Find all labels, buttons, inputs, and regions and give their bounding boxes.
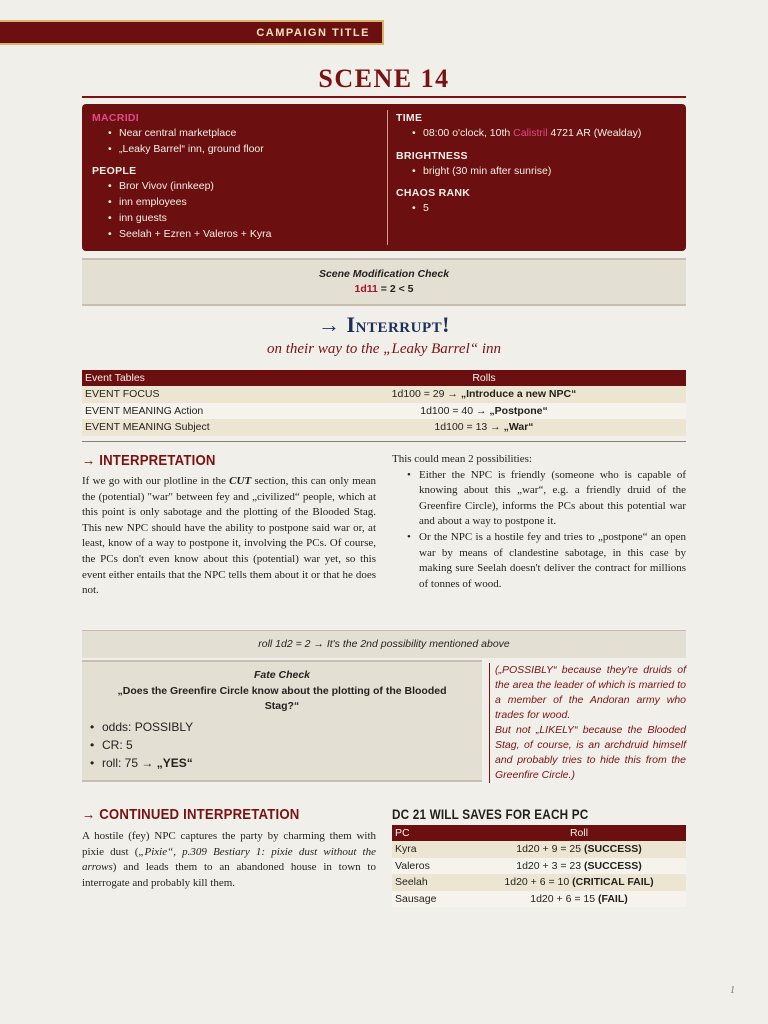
fate-roll-result: „YES“ — [156, 756, 193, 770]
table-header-row — [82, 370, 686, 386]
table-row — [82, 386, 686, 403]
campaign-title: CAMPAIGN TITLE — [256, 26, 370, 39]
fate-sidenote — [489, 663, 686, 783]
time-list — [396, 126, 676, 142]
interrupt-label: Interrupt! — [346, 312, 450, 337]
save-result: (CRITICAL FAIL) — [572, 876, 654, 889]
fate-check-box — [82, 660, 482, 782]
check-die: 1d11 — [354, 283, 378, 295]
brightness-heading: BRIGHTNESS — [396, 149, 468, 162]
continued-heading: → CONTINUED INTERPRETATION — [82, 806, 300, 823]
table-cell — [472, 891, 686, 908]
possibilities-intro: This could mean 2 possibilities: — [392, 453, 532, 465]
roll-text: 1d100 = 13 → — [434, 421, 504, 434]
sidenote-part: („POSSIBLY“ because they're druids of the area the leader of which is married to a member of the Andoran army who trades for wood. — [495, 664, 686, 721]
column-header: Roll — [472, 825, 686, 841]
list-item: • CR: 5 — [82, 736, 482, 754]
brightness-list — [396, 164, 676, 180]
time-prefix: 08:00 o'clock, 10th — [423, 127, 514, 139]
save-roll: 1d20 + 9 = 25 — [516, 843, 584, 856]
table-cell: Kyra — [395, 843, 417, 856]
list-item: • „Leaky Barrel“ inn, ground floor — [92, 142, 383, 158]
table-cell — [282, 386, 686, 403]
fate-roll: roll: 75 → — [102, 756, 157, 770]
time-heading: TIME — [396, 112, 423, 124]
save-roll: 1d20 + 6 = 10 — [504, 876, 573, 889]
page-number: 1 — [730, 985, 735, 996]
info-left-column — [88, 110, 388, 245]
location-heading: MACRIDI — [92, 112, 140, 124]
list-item: • 5 — [396, 201, 676, 217]
pixie-citation: „Pixie“, p.309 Bestiary 1: pixie dust without the arrows — [82, 845, 376, 874]
scene-modification-check — [82, 258, 686, 306]
check-result — [82, 283, 686, 295]
save-result: (FAIL) — [597, 892, 628, 905]
continued-before: A hostile (fey) NPC captures the party by charming them with pixie dust ( — [82, 830, 376, 858]
list-item: • Or the NPC is a hostile fey and tries to „postpone“ an open war by means of clandestine sabotage, in this case by making sure Seelah doesn't deliver the contract for millions of tonnes of wood. — [392, 530, 686, 592]
column-header: Event Tables — [82, 370, 282, 386]
table-cell: EVENT MEANING Subject — [85, 421, 210, 434]
fate-list — [82, 718, 482, 772]
table-cell — [472, 874, 686, 891]
table-row — [392, 858, 686, 875]
roll-result: „Introduce a new NPC“ — [460, 388, 577, 401]
time-suffix: 4721 AR (Wealday) — [547, 127, 642, 139]
interpretation-text — [82, 474, 376, 599]
interrupt-title — [0, 312, 768, 338]
cut-reference: CUT — [229, 475, 252, 487]
column-header: Rolls — [282, 370, 686, 386]
list-item: • bright (30 min after sunrise) — [396, 164, 676, 180]
save-result: (SUCCESS) — [583, 843, 642, 856]
table-cell: EVENT FOCUS — [85, 388, 160, 401]
list-item: • inn employees — [92, 195, 383, 211]
table-cell — [282, 419, 686, 436]
fate-title: Fate Check — [253, 669, 311, 681]
saves-table — [392, 825, 686, 907]
table-cell — [282, 403, 686, 420]
location-list — [92, 126, 383, 157]
table-cell: EVENT MEANING Action — [85, 404, 204, 417]
people-heading: PEOPLE — [92, 165, 137, 178]
save-result: (SUCCESS) — [583, 859, 642, 872]
table-row — [82, 403, 686, 420]
possibilities-block — [392, 452, 686, 592]
possibilities-list — [392, 468, 686, 593]
saves-heading: DC 21 WILL SAVES FOR EACH PC — [392, 806, 589, 822]
continued-text — [82, 829, 376, 891]
interpretation-heading: → INTERPRETATION — [82, 452, 216, 469]
table-cell: Valeros — [395, 859, 430, 872]
roll-text: 1d100 = 29 → — [391, 388, 461, 401]
table-row — [392, 891, 686, 908]
table-cell — [472, 858, 686, 875]
title-divider — [82, 96, 686, 98]
list-item — [82, 754, 482, 772]
save-roll: 1d20 + 6 = 15 — [530, 892, 598, 905]
campaign-title-banner — [0, 20, 384, 45]
event-table — [82, 370, 686, 436]
roll-result: „War“ — [503, 421, 534, 434]
roll-text: 1d100 = 40 → — [420, 404, 490, 417]
list-item: • Bror Vivov (innkeep) — [92, 179, 383, 195]
list-item — [396, 126, 676, 142]
table-row — [82, 419, 686, 436]
arrow-icon: → — [318, 312, 347, 337]
table-row — [392, 841, 686, 858]
chaos-heading: CHAOS RANK — [396, 187, 471, 200]
interrupt-subtitle: on their way to the „Leaky Barrel“ inn — [266, 341, 501, 357]
interp-after: section, this can only mean the (potential) "war" between fey and „civilized“ people, which at this point is only sabotage and the plotting of the Blooded Stag. This new NPC should have the ability to postpone said war or, at least, know of a way to postpone it, involving the PCs. Of course, the PCs don't even know about this (potential) war yet, so this event either entails that the NPC tells them about it or that he does not. — [82, 475, 376, 597]
check-title: Scene Modification Check — [318, 268, 450, 280]
table-cell: Sausage — [395, 892, 437, 905]
scene-info-box — [82, 104, 686, 251]
chaos-list — [396, 201, 676, 217]
check-value: = 2 < 5 — [377, 283, 414, 295]
list-item: • Seelah + Ezren + Valeros + Kyra — [92, 227, 383, 243]
fate-question: „Does the Greenfire Circle know about the plotting of the Blooded Stag?“ — [117, 685, 447, 712]
table-divider — [82, 441, 686, 442]
table-header-row — [392, 825, 686, 841]
save-roll: 1d20 + 3 = 23 — [516, 859, 584, 872]
column-header: PC — [392, 825, 472, 841]
roll-result: „Postpone“ — [489, 404, 548, 417]
interp-before: If we go with our plotline in the — [82, 475, 230, 487]
table-cell — [472, 841, 686, 858]
list-item: • Either the NPC is friendly (someone who is capable of knowing about this „war“, e.g. a friendly druid of the Greenfire Circle), informs the PCs about this potential war and about a way to postpone it. — [392, 468, 686, 530]
table-row — [392, 874, 686, 891]
continued-after: ) and leads them to an abandoned house in town to interrogate and probably kill them. — [82, 861, 376, 889]
info-right-column — [388, 110, 680, 245]
list-item: • inn guests — [92, 211, 383, 227]
table-cell: Seelah — [395, 876, 428, 889]
roll-note: roll 1d2 = 2 → It's the 2nd possibility mentioned above — [82, 630, 686, 658]
list-item: • Near central marketplace — [92, 126, 383, 142]
time-month: Calistril — [513, 127, 548, 139]
sidenote-part: But not „LIKELY“ because the Blooded Stag, of course, is an archdruid himself and probably tries to hide this from the Greenfire Circle.) — [495, 724, 686, 781]
list-item: • odds: POSSIBLY — [82, 718, 482, 736]
scene-title: SCENE 14 — [318, 64, 450, 93]
people-list — [92, 179, 383, 242]
